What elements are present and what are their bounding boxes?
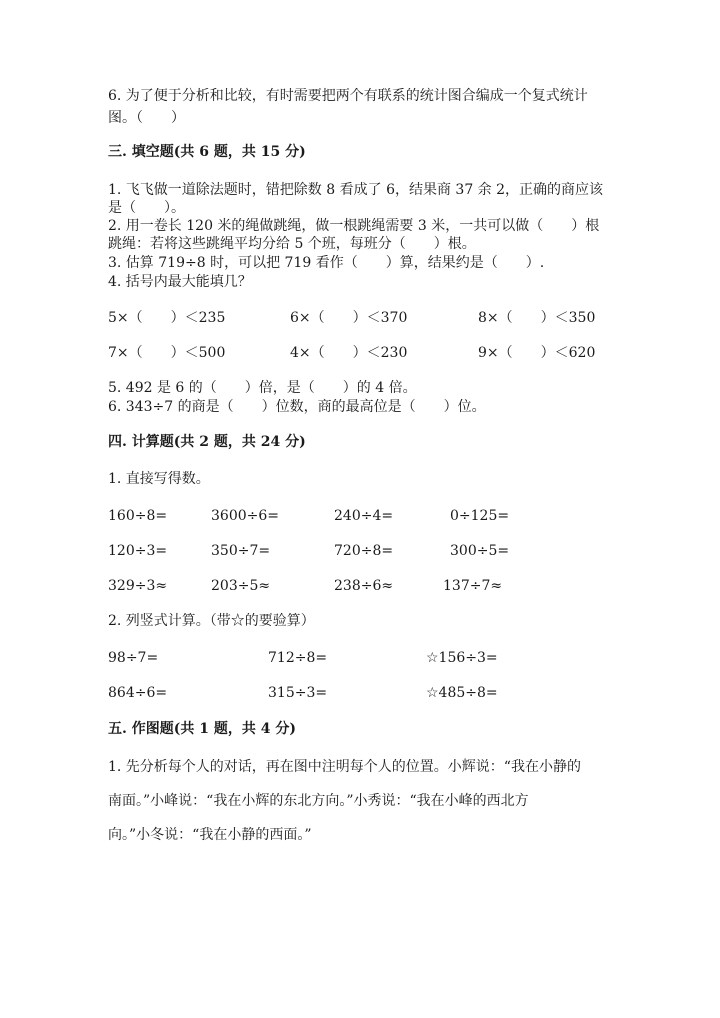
draw-q1-line-3: 向。”小冬说：“我在小静的西面。”	[108, 827, 312, 843]
fill-q4: 4. 括号内最大能填几？	[108, 274, 252, 290]
direct-calc-item: 300÷5=	[450, 543, 510, 559]
question-6-line-1: 6. 为了便于分析和比较，有时需要把两个有联系的统计图合编成一个复式统计	[108, 88, 588, 104]
inequality-item: 4×（ ）＜230	[290, 345, 408, 361]
vertical-calc-item: ☆485÷8=	[426, 685, 498, 701]
direct-calc-item: 329÷3≈	[108, 578, 168, 594]
fill-q2-line-1: 2. 用一卷长 120 米的绳做跳绳，做一根跳绳需要 3 米，一共可以做（ ）根	[108, 218, 600, 234]
direct-calc-item: 137÷7≈	[443, 578, 503, 594]
direct-calc-item: 720÷8=	[334, 543, 394, 559]
section-5-title: 五. 作图题(共 1 题，共 4 分)	[108, 721, 296, 737]
inequality-item: 7×（ ）＜500	[108, 345, 226, 361]
calc-q2: 2. 列竖式计算。（带☆的要验算）	[108, 613, 315, 629]
worksheet-page	[108, 0, 613, 1018]
fill-q2-line-2: 跳绳：若将这些跳绳平均分给 5 个班，每班分（ ）根。	[108, 236, 476, 252]
vertical-calc-item: 864÷6=	[108, 685, 168, 701]
fill-q1-line-2: 是（ ）。	[108, 200, 185, 216]
direct-calc-item: 203÷5≈	[211, 578, 271, 594]
fill-q5: 5. 492 是 6 的（ ）倍，是（ ）的 4 倍。	[108, 380, 417, 396]
direct-calc-item: 350÷7=	[211, 543, 271, 559]
direct-calc-item: 238÷6≈	[334, 578, 394, 594]
vertical-calc-item: 98÷7=	[108, 650, 159, 666]
inequality-item: 9×（ ）＜620	[478, 345, 596, 361]
fill-q6: 6. 343÷7 的商是（ ）位数，商的最高位是（ ）位。	[108, 399, 486, 415]
draw-q1-line-2: 南面。”小峰说：“我在小辉的东北方向。”小秀说：“我在小峰的西北方	[108, 793, 529, 809]
vertical-calc-item: 712÷8=	[268, 650, 328, 666]
inequality-item: 5×（ ）＜235	[108, 310, 226, 326]
fill-q3: 3. 估算 719÷8 时，可以把 719 看作（ ）算，结果约是（ ）.	[108, 255, 545, 271]
vertical-calc-item: ☆156÷3=	[426, 650, 498, 666]
question-6-line-2: 图。（ ）	[108, 110, 185, 126]
inequality-item: 6×（ ）＜370	[290, 310, 408, 326]
section-3-title: 三. 填空题(共 6 题，共 15 分)	[108, 144, 306, 160]
calc-q1: 1. 直接写得数。	[108, 471, 210, 487]
vertical-calc-item: 315÷3=	[268, 685, 328, 701]
section-4-title: 四. 计算题(共 2 题，共 24 分)	[108, 434, 306, 450]
direct-calc-item: 120÷3=	[108, 543, 168, 559]
inequality-item: 8×（ ）＜350	[478, 310, 596, 326]
fill-q1-line-1: 1. 飞飞做一道除法题时，错把除数 8 看成了 6，结果商 37 余 2，正确的商应该	[108, 182, 604, 198]
draw-q1-line-1: 1. 先分析每个人的对话，再在图中注明每个人的位置。小辉说：“我在小静的	[108, 759, 581, 775]
direct-calc-item: 160÷8=	[108, 508, 168, 524]
direct-calc-item: 3600÷6=	[211, 508, 279, 524]
direct-calc-item: 0÷125=	[450, 508, 510, 524]
direct-calc-item: 240÷4=	[334, 508, 394, 524]
